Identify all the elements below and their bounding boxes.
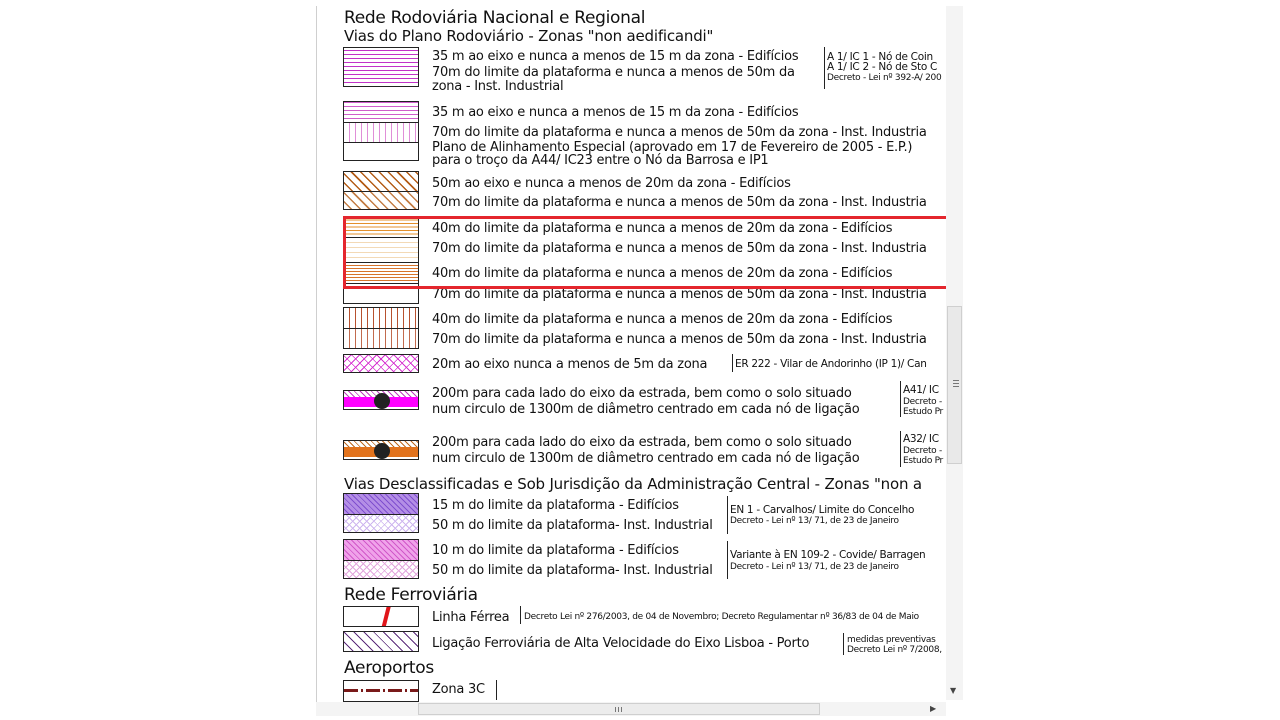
ref-divider	[727, 541, 728, 579]
swatch-pink-lines	[343, 47, 419, 87]
ref-divider	[727, 496, 728, 534]
legend-text: Zona 3C	[432, 682, 485, 697]
legend-text: 20m ao eixo nunca a menos de 5m da zona	[432, 357, 708, 372]
legend-ref: Variante à EN 109-2 - Covide/ Barragen	[730, 549, 926, 561]
legend-ref: Estudo Pr	[903, 407, 943, 417]
legend-text: zona - Inst. Industrial	[432, 79, 564, 94]
ref-divider	[824, 47, 825, 89]
legend-ref: Decreto -	[903, 446, 942, 456]
legend-ref: A41/ IC	[903, 384, 939, 396]
swatch-brown-diagonal	[343, 171, 419, 210]
legend-text: 15 m do limite da plataforma - Edifícios	[432, 498, 679, 513]
section-national-title: Rede Rodoviária Nacional e Regional	[344, 8, 646, 28]
legend-text: num circulo de 1300m de diâmetro centrado em cada nó de ligação	[432, 402, 860, 417]
legend-page	[316, 6, 946, 704]
legend-text: Plano de Alinhamento Especial (aprovado em 17 de Fevereiro de 2005 - E.P.)	[432, 140, 913, 155]
legend-text: 70m do limite da plataforma e nunca a menos de 50m da	[432, 65, 795, 80]
legend-ref: Decreto Lei nº 276/2003, de 04 de Novembro; Decreto Regulamentar nº 36/83 de 04 de Maio	[524, 612, 919, 622]
horizontal-scroll-thumb[interactable]	[418, 703, 820, 715]
legend-ref: Decreto - Lei nº 13/ 71, de 23 de Janeiro	[730, 516, 899, 526]
interchange-node-icon	[374, 393, 390, 409]
legend-text: 35 m ao eixo e nunca a menos de 15 m da zona - Edifícios	[432, 105, 799, 120]
swatch-brown-vertical	[343, 307, 419, 349]
legend-text: 40m do limite da plataforma e nunca a menos de 20m da zona - Edifícios	[432, 312, 893, 327]
legend-text: 200m para cada lado do eixo da estrada, bem como o solo situado	[432, 435, 852, 450]
interchange-node-icon	[374, 443, 390, 459]
legend-ref: A 1/ IC 1 - Nó de Coin	[827, 51, 933, 63]
legend-text: 70m do limite da plataforma e nunca a menos de 50m da zona - Inst. Industria	[432, 195, 927, 210]
legend-text: 10 m do limite da plataforma - Edifícios	[432, 543, 679, 558]
legend-ref: Decreto Lei nº 7/2008,	[847, 645, 942, 655]
section-declassified-title: Vias Desclassificadas e Sob Jurisdição da Administração Central - Zonas "non a	[344, 475, 922, 493]
swatch-high-speed-rail	[343, 631, 419, 652]
legend-text: 50m ao eixo e nunca a menos de 20m da zona - Edifícios	[432, 176, 791, 191]
ref-divider	[843, 633, 844, 655]
legend-text: 200m para cada lado do eixo da estrada, bem como o solo situado	[432, 386, 852, 401]
swatch-motorway-orange	[343, 440, 419, 460]
section-airports-title: Aeroportos	[344, 658, 434, 678]
legend-text: para o troço da A44/ IC23 entre o Nó da Barrosa e IP1	[432, 153, 769, 168]
ref-divider	[900, 431, 901, 467]
legend-ref: A32/ IC	[903, 433, 939, 445]
swatch-motorway-magenta	[343, 390, 419, 410]
scroll-down-icon[interactable]: ▼	[950, 686, 957, 695]
swatch-magenta-crosshatch	[343, 354, 419, 373]
document-viewer	[316, 6, 964, 716]
legend-ref: A 1/ IC 2 - Nó de Sto C	[827, 61, 938, 73]
legend-ref: Decreto -	[903, 397, 942, 407]
legend-text: 40m do limite da plataforma e nunca a menos de 20m da zona - Edifícios	[432, 266, 893, 281]
section-plan-zones-title: Vias do Plano Rodoviário - Zonas "non aedificandi"	[344, 27, 714, 45]
legend-ref: EN 1 - Carvalhos/ Limite do Concelho	[730, 504, 915, 516]
legend-text: Ligação Ferroviária de Alta Velocidade do Eixo Lisboa - Porto	[432, 636, 810, 651]
ref-divider	[732, 354, 733, 372]
legend-text: 50 m do limite da plataforma- Inst. Industrial	[432, 518, 713, 533]
section-rail-title: Rede Ferroviária	[344, 585, 478, 605]
legend-text: 70m do limite da plataforma e nunca a menos de 50m da zona - Inst. Industria	[432, 332, 927, 347]
scroll-right-icon[interactable]: ▶	[930, 704, 937, 713]
ref-divider	[900, 381, 901, 417]
page-left-edge	[316, 6, 317, 704]
legend-ref: medidas preventivas	[847, 635, 936, 645]
swatch-airport-zone	[343, 680, 419, 702]
legend-text: num circulo de 1300m de diâmetro centrado em cada nó de ligação	[432, 451, 860, 466]
legend-text: Linha Férrea	[432, 610, 510, 625]
legend-ref: Decreto - Lei nº 392-A/ 200	[827, 73, 942, 83]
legend-text: 35 m ao eixo e nunca a menos de 15 m da zona - Edifícios	[432, 49, 799, 64]
legend-text: 70m do limite da plataforma e nunca a menos de 50m da zona - Inst. Industria	[432, 287, 927, 302]
swatch-pink-hatch	[343, 539, 419, 579]
vertical-scroll-thumb[interactable]	[947, 306, 962, 464]
legend-ref: Estudo Pr	[903, 456, 943, 466]
legend-text: 70m do limite da plataforma e nunca a menos de 50m da zona - Inst. Industria	[432, 241, 927, 256]
legend-text: 70m do limite da plataforma e nunca a menos de 50m da zona - Inst. Industria	[432, 125, 927, 140]
ref-divider	[496, 680, 497, 700]
swatch-violet	[343, 493, 419, 533]
ref-divider	[520, 606, 521, 624]
legend-text: 50 m do limite da plataforma- Inst. Industrial	[432, 563, 713, 578]
swatch-stack-pink	[343, 101, 419, 161]
legend-ref: ER 222 - Vilar de Andorinho (IP 1)/ Can	[735, 358, 927, 370]
swatch-railway	[343, 606, 419, 627]
legend-text: 40m do limite da plataforma e nunca a menos de 20m da zona - Edifícios	[432, 221, 893, 236]
highlight-box	[343, 216, 960, 289]
legend-ref: Decreto - Lei nº 13/ 71, de 23 de Janeiro	[730, 562, 899, 572]
